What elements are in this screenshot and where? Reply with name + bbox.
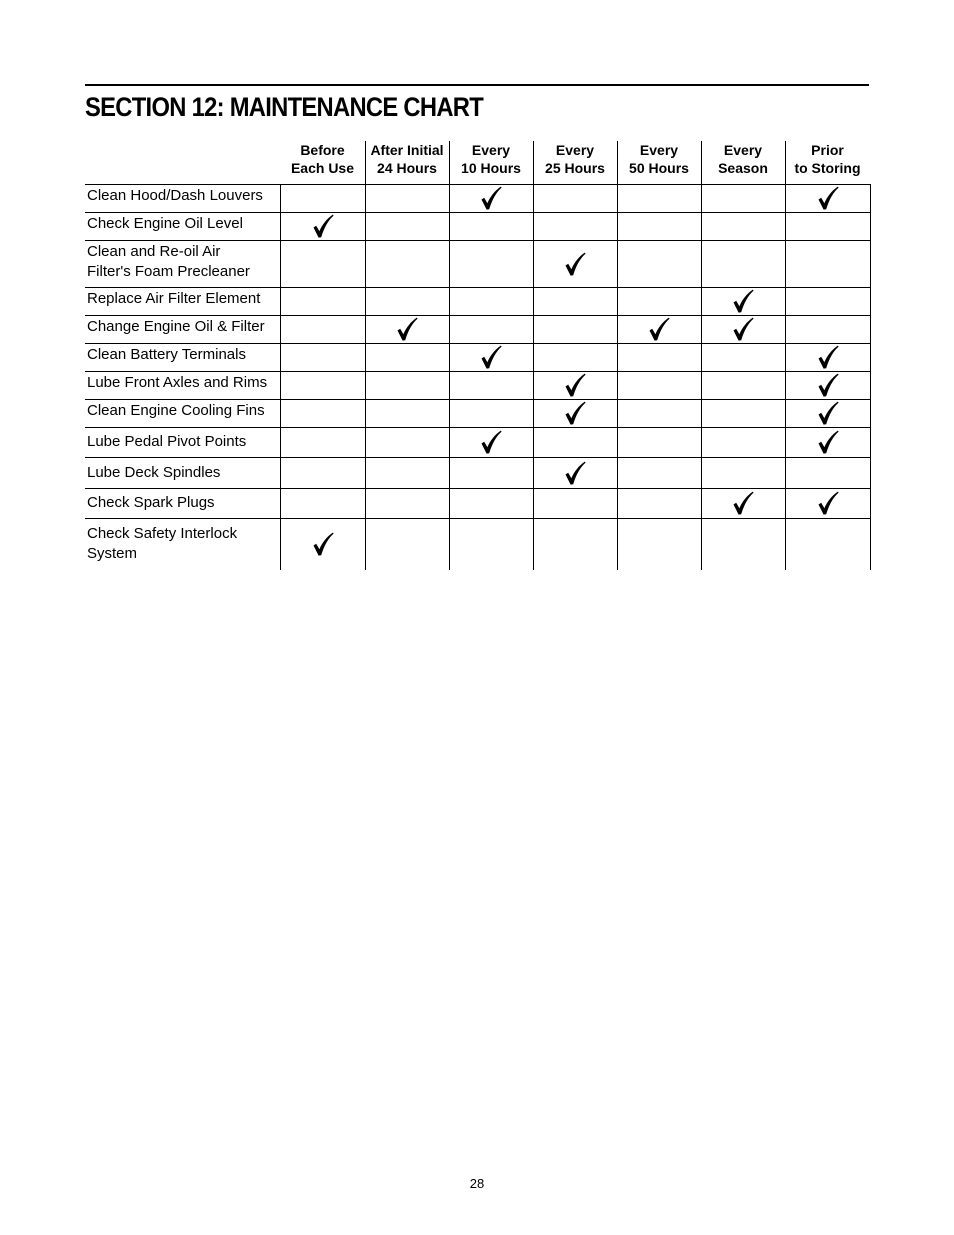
task-label: Lube Pedal Pivot Points — [87, 433, 247, 450]
task-label: Check Spark Plugs — [87, 494, 215, 511]
column-divider — [280, 184, 281, 570]
column-divider — [449, 184, 450, 570]
section-title: SECTION 12: MAINTENANCE CHART — [85, 92, 484, 122]
row-divider — [85, 399, 870, 400]
column-header-divider — [617, 141, 618, 184]
column-header-divider — [701, 141, 702, 184]
column-header: Every Season — [718, 142, 768, 176]
column-header-divider — [785, 141, 786, 184]
checkmark-icon — [617, 315, 701, 343]
task-label: Clean Battery Terminals — [87, 346, 246, 363]
checkmark-icon — [785, 399, 870, 427]
column-divider — [870, 518, 871, 570]
checkmark-icon — [533, 240, 617, 287]
checkmark-icon — [701, 315, 785, 343]
checkmark-icon — [449, 184, 533, 212]
column-header: Before Each Use — [290, 142, 355, 176]
checkmark-icon — [533, 399, 617, 427]
maintenance-chart — [85, 0, 871, 600]
column-header: After Initial 24 Hours — [370, 142, 444, 176]
page-number: 28 — [469, 1176, 485, 1191]
task-label: Lube Front Axles and Rims — [87, 374, 268, 391]
task-label: Clean Hood/Dash Louvers — [87, 187, 263, 204]
checkmark-icon — [785, 184, 870, 212]
column-divider — [870, 184, 871, 519]
checkmark-icon — [701, 287, 785, 315]
checkmark-icon — [701, 488, 785, 518]
task-label: Check Engine Oil Level — [87, 215, 243, 232]
column-header: Every 50 Hours — [629, 142, 689, 176]
checkmark-icon — [785, 343, 870, 371]
row-divider — [85, 371, 870, 372]
task-label: Change Engine Oil & Filter — [87, 318, 265, 335]
task-label: Clean Engine Cooling Fins — [87, 402, 265, 419]
column-header-divider — [365, 141, 366, 184]
task-label: Lube Deck Spindles — [87, 464, 221, 481]
column-header: Every 25 Hours — [545, 142, 605, 176]
task-label: Check Safety Interlock System — [87, 525, 238, 562]
checkmark-icon — [533, 457, 617, 488]
task-label: Clean and Re-oil Air Filter's Foam Precleaner — [87, 243, 250, 280]
column-header: Prior to Storing — [794, 142, 861, 176]
checkmark-icon — [280, 212, 365, 240]
row-divider — [85, 457, 870, 458]
column-header: Every 10 Hours — [461, 142, 521, 176]
column-header-divider — [533, 141, 534, 184]
checkmark-icon — [449, 343, 533, 371]
checkmark-icon — [533, 371, 617, 399]
task-label: Replace Air Filter Element — [87, 290, 261, 307]
checkmark-icon — [785, 488, 870, 518]
checkmark-icon — [365, 315, 449, 343]
row-divider — [85, 240, 870, 241]
checkmark-icon — [785, 427, 870, 457]
column-divider — [365, 184, 366, 570]
checkmark-icon — [785, 371, 870, 399]
checkmark-icon — [449, 427, 533, 457]
row-divider — [85, 518, 870, 519]
column-header-divider — [449, 141, 450, 184]
checkmark-icon — [280, 518, 365, 570]
row-divider — [85, 212, 870, 213]
column-divider — [617, 184, 618, 570]
